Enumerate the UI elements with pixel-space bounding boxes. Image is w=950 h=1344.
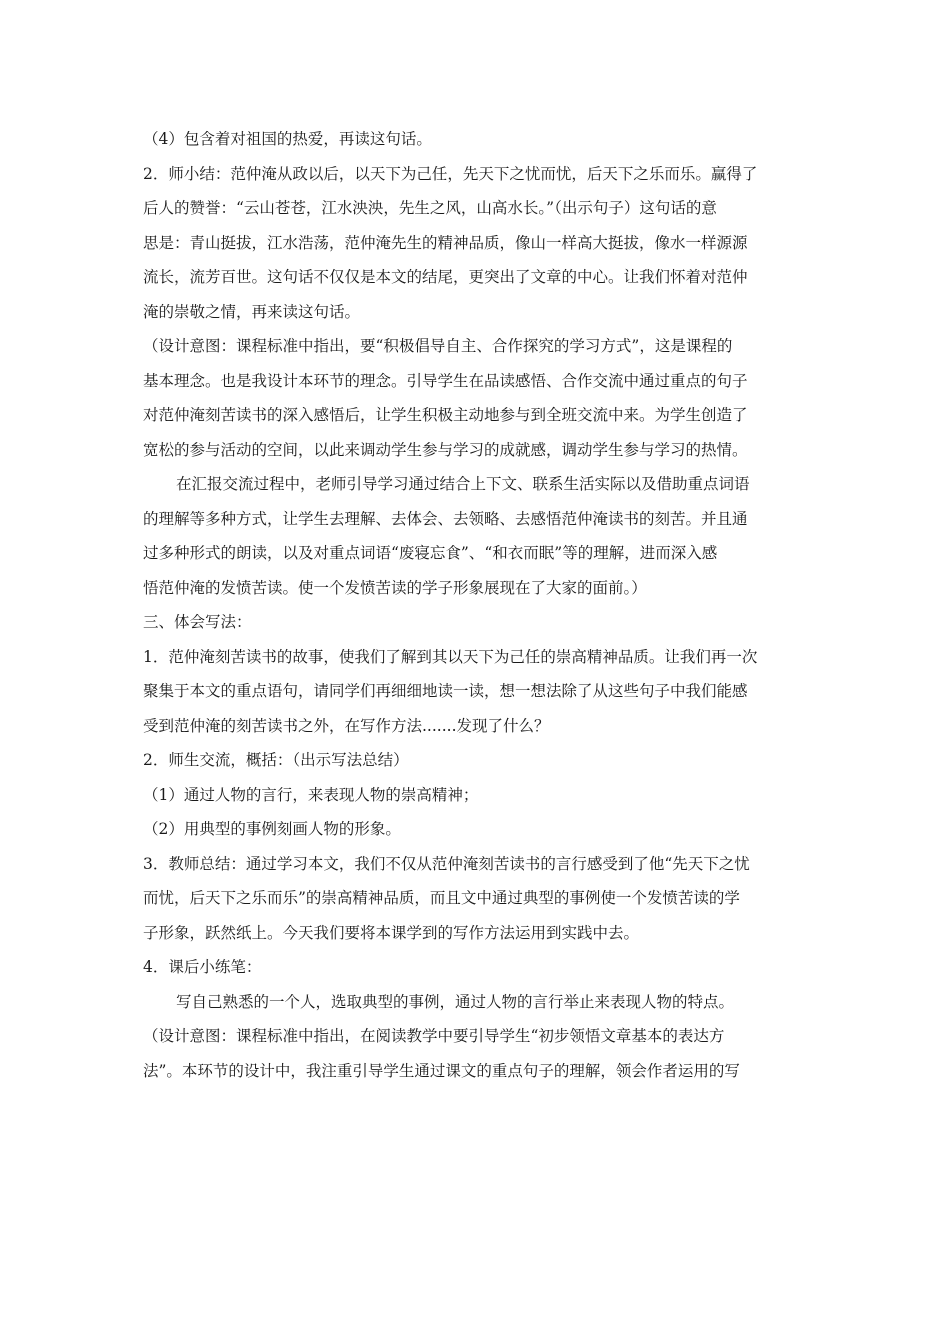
text-line: 子形象，跃然纸上。今天我们要将本课学到的写作方法运用到实践中去。 (143, 923, 640, 942)
section-heading: 三、体会写法： (143, 613, 252, 631)
text-line: 淹的崇敬之情，再来读这句话。 (143, 302, 361, 321)
text-line: （4）包含着对祖国的热爱，再读这句话。 (143, 130, 432, 148)
text-line: （设计意图：课程标准中指出，在阅读教学中要引导学生“初步领悟文章基本的表达方 (143, 1027, 725, 1045)
text-line: 悟范仲淹的发愤苦读。使一个发愤苦读的学子形象展现在了大家的面前。） (143, 578, 647, 597)
text-line: 在汇报交流过程中，老师引导学习通过结合上下文、联系生活实际以及借助重点词语 (176, 475, 750, 493)
text-line: 法”。本环节的设计中，我注重引导学生通过课文的重点句子的理解，领会作者运用的写 (143, 1061, 740, 1080)
text-line: 2．师小结：范仲淹从政以后，以天下为己任，先天下之忧而忧，后天下之乐而乐。赢得了 (143, 164, 758, 183)
text-line: 写自己熟悉的一个人，选取典型的事例，通过人物的言行举止来表现人物的特点。 (176, 992, 735, 1011)
text-line: 聚集于本文的重点语句，请同学们再细细地读一读，想一想法除了从这些句子中我们能感 (143, 682, 748, 700)
text-line: 对范仲淹刻苦读书的深入感悟后，让学生积极主动地参与到全班交流中来。为学生创造了 (143, 406, 748, 424)
text-line: 3．教师总结：通过学习本文，我们不仅从范仲淹刻苦读书的言行感受到了他“先天下之忧 (143, 854, 750, 873)
text-line: 宽松的参与活动的空间，以此来调动学生参与学习的成就感，调动学生参与学习的热情。 (143, 440, 748, 459)
text-line: 思是：青山挺拔，江水浩荡，范仲淹先生的精神品质，像山一样高大挺拔，像水一样源源 (143, 233, 748, 252)
text-line: 2．师生交流，概括：（出示写法总结） (143, 751, 409, 769)
text-line: 过多种形式的朗读，以及对重点词语“废寝忘食”、“和衣而眠”等的理解，进而深入感 (143, 544, 718, 562)
text-line: 的理解等多种方式，让学生去理解、去体会、去领略、去感悟范仲淹读书的刻苦。并且通 (143, 509, 748, 528)
text-line: （设计意图：课程标准中指出，要“积极倡导自主、合作探究的学习方式”，这是课程的 (143, 337, 733, 355)
text-line: 1．范仲淹刻苦读书的故事，使我们了解到其以天下为己任的崇高精神品质。让我们再一次 (143, 647, 758, 666)
text-line: 流长，流芳百世。这句话不仅仅是本文的结尾，更突出了文章的中心。让我们怀着对范仲 (143, 268, 748, 286)
text-line: 4．课后小练笔： (143, 958, 262, 976)
text-line: 后人的赞誉：“云山苍苍，江水泱泱，先生之风，山高水长。”（出示句子）这句话的意 (143, 199, 717, 217)
text-line: 受到范仲淹的刻苦读书之外，在写作方法.......发现了什么？ (143, 716, 550, 735)
text-line: （2）用典型的事例刻画人物的形象。 (143, 820, 401, 838)
document-body (143, 122, 808, 1088)
text-line: （1）通过人物的言行，来表现人物的崇高精神； (143, 785, 479, 804)
text-line: 而忧，后天下之乐而乐”的崇高精神品质，而且文中通过典型的事例使一个发愤苦读的学 (143, 889, 740, 907)
text-line: 基本理念。也是我设计本环节的理念。引导学生在品读感悟、合作交流中通过重点的句子 (143, 371, 748, 390)
